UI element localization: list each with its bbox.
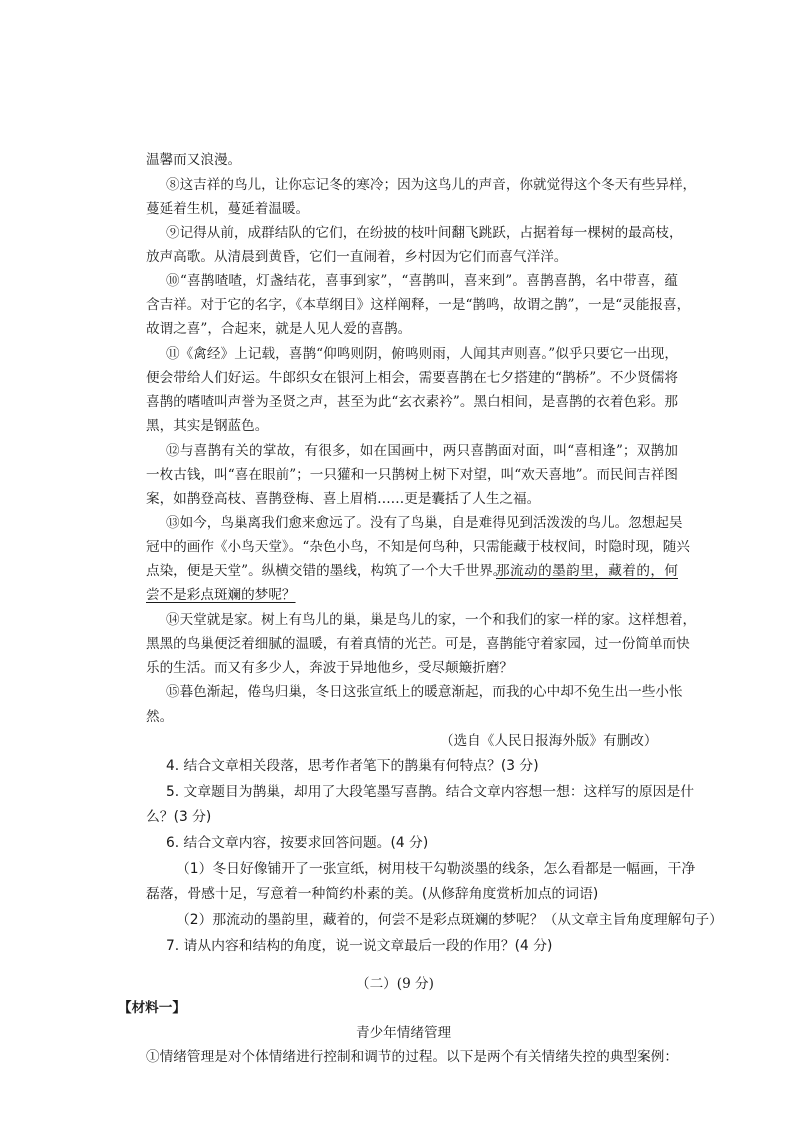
section-heading: （二）(9 分) [356,976,434,992]
question-6-1-cont: 磊落，骨感十足，写意着一种简约朴素的美。(从修辞角度赏析加点的词语) [146,886,599,902]
passage-line: ⑩“喜鹊喳喳，灯盏结花，喜事到家”，“喜鹊叫，喜来到”。喜鹊喜鹊，名中带喜，蕴 [166,273,678,289]
underlined-sentence: 尝不是彩点斑斓的梦呢？ [146,587,296,603]
passage-line: ⑭天堂就是家。树上有鸟儿的巢，巢是鸟儿的家，一个和我们的家一样的家。这样想着， [166,612,697,628]
passage-line: 便会带给人们好运。牛郎织女在银河上相会，需要喜鹊在七夕搭建的“鹊桥”。不少贤儒将 [146,370,678,386]
passage-line: 冠中的画作《小鸟天堂》。“杂色小鸟，不知是何鸟种，只需能藏于枝杈间，时隐时现，随兴 [146,539,690,555]
passage-line: 故谓之喜”，合起来，就是人见人爱的喜鹊。 [146,321,412,337]
source-note: （选自《人民日报海外版》有删改） [440,733,658,749]
passage-line: ⑨记得从前，成群结队的它们，在纷披的枝叶间翻飞跳跃，占据着每一棵树的最高枝， [166,225,683,241]
passage-line: 一枚古钱，叫“喜在眼前”；一只獾和一只鹊树上树下对望，叫“欢天喜地”。而民间吉祥图 [146,467,678,483]
passage-line: 点染，便是天堂”。纵横交错的墨线，构筑了一个大千世界。 [146,563,507,579]
passage-line: ⑬如今，鸟巢离我们愈来愈远了。没有了鸟巢，自是难得见到活泼泼的鸟儿。忽想起吴 [166,515,683,531]
passage-line: 案，如鹊登高枝、喜鹊登梅、喜上眉梢……更是囊括了人生之福。 [146,491,541,507]
question-6: 6. 结合文章内容，按要求回答问题。(4 分) [166,835,429,851]
passage-line: 然。 [146,709,174,725]
material-first-line: ①情绪管理是对个体情绪进行控制和调节的过程。以下是两个有关情绪失控的典型案例： [146,1049,678,1065]
question-7: 7. 请从内容和结构的角度，说一说文章最后一段的作用？(4 分) [166,938,553,954]
question-6-2: （2）那流动的墨韵里，藏着的，何尝不是彩点斑斓的梦呢？（从文章主旨角度理解句子） [176,912,723,928]
question-6-1: （1）冬日好像铺开了一张宣纸，树用枝干勾勒淡墨的线条，怎么看都是一幅画，干净 [176,861,696,877]
passage-line: 喜鹊的嗜喳叫声誉为圣贤之声，甚至为此“玄衣素衿”。黑白相间，是喜鹊的衣着色彩。那 [146,394,678,410]
question-5-cont: 么？(3 分) [146,809,212,825]
passage-line: 黑黑的鸟巢便泛着细腻的温暖，有着真情的光芒。可是，喜鹊能守着家园，过一份简单而快 [146,636,690,652]
material-title: 青少年情绪管理 [356,1025,452,1041]
passage-line: ⑮暮色渐起，倦鸟归巢，冬日这张宣纸上的暖意渐起，而我的心中却不免生出一些小怅 [166,684,683,700]
passage-line: ⑫与喜鹊有关的掌故，有很多，如在国画中，两只喜鹊面对面，叫“喜相逢”；双鹊加 [166,443,678,459]
passage-line: 黑，其实是钢蓝色。 [146,418,269,434]
passage-line: 温馨而又浪漫。 [146,152,242,168]
passage-line: 放声高歌。从清晨到黄昏，它们一直闹着，乡村因为它们而喜气洋洋。 [146,249,568,265]
question-5: 5. 文章题目为鹊巢，却用了大段笔墨写喜鹊。结合文章内容想一想：这样写的原因是什 [166,784,695,800]
underlined-sentence: 那流动的墨韵里，藏着的，何 [496,563,678,579]
material-label: 【材料一】 [118,1000,186,1016]
passage-line: 含吉祥。对于它的名字，《本草纲目》这样阐释，一是“鹊鸣，故谓之鹊”，一是“灵能报喜， [146,297,691,313]
passage-line: 乐的生活。而又有多少人，奔波于异地他乡，受尽颠簸折磨？ [146,660,514,676]
question-4: 4. 结合文章相关段落，思考作者笔下的鹊巢有何特点？(3 分) [166,758,539,774]
passage-line: ⑧这吉祥的鸟儿，让你忘记冬的寒冷；因为这鸟儿的声音，你就觉得这个冬天有些异样， [166,177,697,193]
passage-line: 蔓延着生机，蔓延着温暖。 [146,201,310,217]
passage-line: ⑪《禽经》上记载，喜鹊“仰鸣则阴，俯鸣则雨，人闻其声则喜。”似乎只要它一出现， [166,346,678,362]
